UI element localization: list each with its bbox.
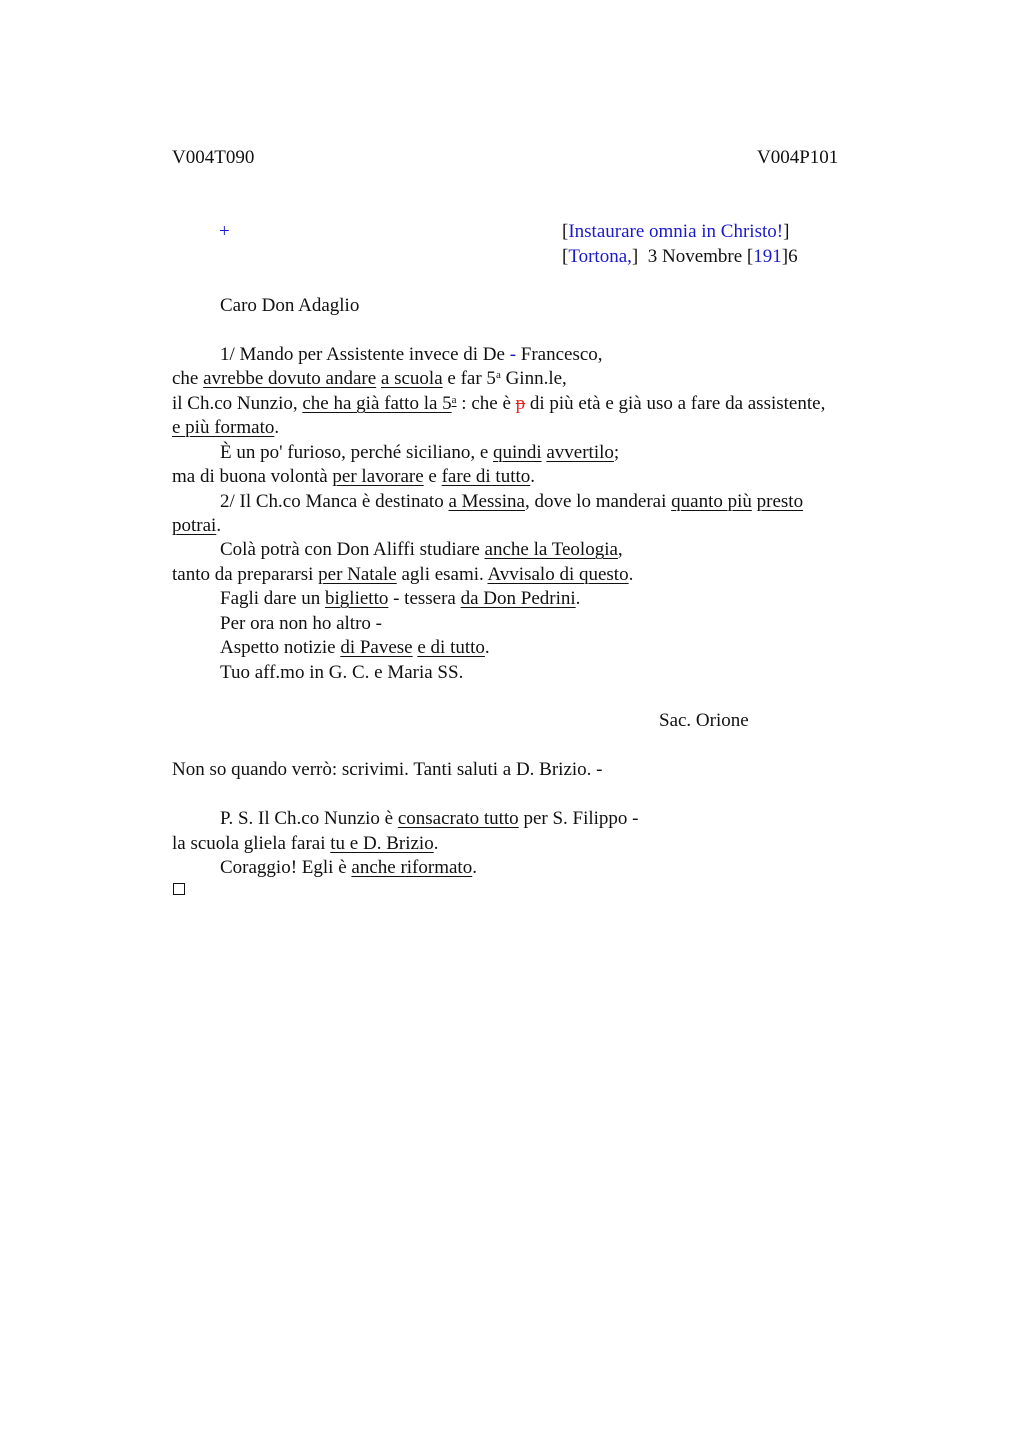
year-text: 191 <box>753 246 782 267</box>
body-line-6: ma di buona volontà per lavorare e fare di tutto. <box>172 466 535 487</box>
end-marker-box <box>173 883 185 895</box>
document-code-left: V004T090 <box>172 147 255 168</box>
closing-note: Non so quando verrò: scrivimi. Tanti saluti a D. Brizio. - <box>172 759 603 780</box>
document-code-right: V004P101 <box>757 147 839 168</box>
motto-line: [Instaurare omnia in Christo!] <box>562 221 790 242</box>
motto-text: Instaurare omnia in Christo! <box>568 221 784 242</box>
body-line-2: che avrebbe dovuto andare a scuola e far 5$^a$ Ginn.le, <box>172 368 567 389</box>
cross-mark: + <box>219 221 230 242</box>
deleted-letter: p <box>515 393 526 414</box>
body-line-13: Aspetto notizie di Pavese e di tutto. <box>220 637 490 658</box>
place-text: Tortona, <box>568 246 632 267</box>
body-line-9: Colà potrà con Don Aliffi studiare anche la Teologia, <box>220 539 623 560</box>
salutation: Caro Don Adaglio <box>220 295 360 316</box>
postscript-line-3: Coraggio! Egli è anche riformato. <box>220 857 477 878</box>
body-line-3: il Ch.co Nunzio, che ha già fatto la 5$^a$ : che è p di più età e già uso a fare da assistente, <box>172 393 826 414</box>
body-line-14: Tuo aff.mo in G. C. e Maria SS. <box>220 662 464 683</box>
place-date-line: [Tortona,] 3 Novembre [191]6 <box>562 246 798 267</box>
body-line-10: tanto da prepararsi per Natale agli esami. Avvisalo di questo. <box>172 564 634 585</box>
postscript-line-2: la scuola gliela farai tu e D. Brizio. <box>172 833 439 854</box>
body-line-11: Fagli dare un biglietto - tessera da Don Pedrini. <box>220 588 581 609</box>
body-line-5: È un po' furioso, perché siciliano, e quindi avvertilo; <box>220 442 620 463</box>
body-line-8: potrai. <box>172 515 222 536</box>
signature: Sac. Orione <box>659 710 749 731</box>
body-line-7: 2/ Il Ch.co Manca è destinato a Messina, dove lo manderai quanto più presto <box>220 491 804 512</box>
body-line-4: e più formato. <box>172 417 280 438</box>
body-line-12: Per ora non ho altro - <box>220 613 382 634</box>
body-line-1: 1/ Mando per Assistente invece di De - Francesco, <box>220 344 603 365</box>
postscript-line-1: P. S. Il Ch.co Nunzio è consacrato tutto per S. Filippo - <box>220 808 639 829</box>
